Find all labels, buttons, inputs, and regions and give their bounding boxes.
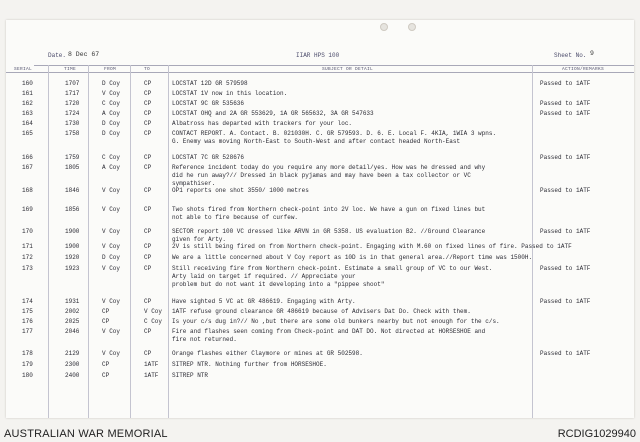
time-cell: 1758: [65, 130, 80, 137]
time-cell: 1707: [65, 80, 80, 87]
time-cell: 1720: [65, 100, 80, 107]
date-value: 8 Dec 67: [68, 51, 100, 58]
subject-cell: [172, 164, 634, 188]
subject-cell: [172, 361, 634, 369]
to-cell: CP: [144, 154, 152, 161]
subject-line: Is your c/s dug in?// No ,but there are some old bunkers nearby but not enough for the c/s.: [172, 318, 500, 325]
action-cell: Passed to 1ATF: [540, 350, 591, 357]
subject-line: LOCSTAT 12D GR 579598: [172, 80, 248, 87]
action-cell: Passed to 1ATF: [540, 80, 591, 87]
serial-cell: 162: [22, 100, 33, 107]
subject-cell: [172, 328, 634, 344]
subject-line: Orange flashes either Claymore or mines at GR 502598.: [172, 350, 363, 357]
time-cell: 1717: [65, 90, 80, 97]
action-cell: Passed to 1ATF: [540, 154, 591, 161]
subject-line: LOCSTAT 1V now in this location.: [172, 90, 288, 97]
time-cell: 2400: [65, 372, 80, 379]
from-cell: V Coy: [102, 350, 121, 357]
time-cell: 1920: [65, 254, 80, 261]
action-cell: Passed to 1ATF: [540, 298, 591, 305]
from-cell: CP: [102, 361, 110, 368]
time-cell: 1900: [65, 228, 80, 235]
action-cell: Passed to 1ATF: [540, 187, 591, 194]
from-cell: V Coy: [102, 228, 121, 235]
subject-line: We are a little concerned about V Coy report as 10D is in that general area.//Report time was 1500H.: [172, 254, 533, 261]
subject-cell: [172, 120, 634, 128]
sheet-label: Sheet No.: [554, 52, 587, 59]
serial-cell: 163: [22, 110, 33, 117]
subject-line: Arty laid on target if required. // Appreciate your: [172, 273, 356, 280]
subject-line: Albatross has departed with trackers for your loc.: [172, 120, 353, 127]
time-cell: 1846: [65, 187, 80, 194]
from-cell: V Coy: [102, 265, 121, 272]
date-label: Date.: [48, 52, 67, 59]
to-cell: CP: [144, 100, 152, 107]
subject-line: SITREP NTR. Nothing further from HORSESHOE.: [172, 361, 327, 368]
log-sheet: [6, 20, 634, 418]
subject-line: Two shots fired from Northern check-point into 2V loc. We have a gun on fixed lines but: [172, 206, 486, 213]
from-cell: V Coy: [102, 298, 121, 305]
action-cell: Passed to 1ATF: [540, 100, 591, 107]
punch-hole: [408, 23, 416, 31]
subject-line: problem but do not want it developing into a "pippee shoot": [172, 281, 385, 288]
from-cell: CP: [102, 308, 110, 315]
time-cell: 2129: [65, 350, 80, 357]
to-cell: CP: [144, 265, 152, 272]
from-cell: V Coy: [102, 206, 121, 213]
serial-cell: 160: [22, 80, 33, 87]
subject-line: G. Enemy was moving North-East to South-West and after contact headed North-East: [172, 138, 461, 145]
to-cell: 1ATF: [144, 361, 159, 368]
archive-reference: RCDIG1029940: [557, 428, 636, 440]
subject-line: OP1 reports one shot 3550/ 1000 metres: [172, 187, 309, 194]
to-cell: CP: [144, 298, 152, 305]
from-cell: V Coy: [102, 187, 121, 194]
from-cell: CP: [102, 372, 110, 379]
from-cell: A Coy: [102, 110, 121, 117]
subject-line: LOCSTAT 9C GR 535636: [172, 100, 245, 107]
action-cell: Passed to 1ATF: [540, 265, 591, 272]
subject-cell: [172, 308, 634, 316]
column-divider: [88, 65, 89, 418]
to-cell: CP: [144, 110, 152, 117]
time-cell: 1759: [65, 154, 80, 161]
col-serial-header: SERIAL: [14, 67, 33, 72]
to-cell: CP: [144, 254, 152, 261]
time-cell: 1923: [65, 265, 80, 272]
subject-cell: [172, 130, 634, 146]
serial-cell: 166: [22, 154, 33, 161]
serial-cell: 176: [22, 318, 33, 325]
from-cell: C Coy: [102, 100, 121, 107]
to-cell: CP: [144, 187, 152, 194]
from-cell: D Coy: [102, 120, 121, 127]
subject-line: sympathiser.: [172, 180, 216, 187]
subject-cell: [172, 254, 634, 262]
time-cell: 1856: [65, 206, 80, 213]
from-cell: V Coy: [102, 243, 121, 250]
from-cell: CP: [102, 318, 110, 325]
subject-cell: [172, 318, 634, 326]
from-cell: D Coy: [102, 80, 121, 87]
subject-line: Have sighted 5 VC at GR 486619. Engaging with Arty.: [172, 298, 356, 305]
to-cell: CP: [144, 90, 152, 97]
serial-cell: 169: [22, 206, 33, 213]
to-cell: CP: [144, 243, 152, 250]
from-cell: D Coy: [102, 130, 121, 137]
unit-code: IIAR HPS 100: [296, 52, 340, 59]
serial-cell: 170: [22, 228, 33, 235]
column-header-rule: [6, 72, 634, 73]
from-cell: V Coy: [102, 90, 121, 97]
serial-cell: 167: [22, 164, 33, 171]
from-cell: D Coy: [102, 254, 121, 261]
to-cell: V Coy: [144, 308, 163, 315]
time-cell: 1931: [65, 298, 80, 305]
punch-holes: [380, 23, 416, 31]
col-from-header: FROM: [104, 67, 117, 72]
to-cell: CP: [144, 328, 152, 335]
serial-cell: 161: [22, 90, 33, 97]
column-divider: [48, 65, 49, 418]
serial-cell: 177: [22, 328, 33, 335]
to-cell: CP: [144, 130, 152, 137]
subject-line: given for Arty.: [172, 236, 227, 243]
serial-cell: 165: [22, 130, 33, 137]
to-cell: CP: [144, 164, 152, 171]
time-cell: 2002: [65, 308, 80, 315]
to-cell: C Coy: [144, 318, 163, 325]
column-divider: [168, 65, 169, 418]
column-divider: [130, 65, 131, 418]
serial-cell: 171: [22, 243, 33, 250]
col-action-header: ACTION/REMARKS: [562, 67, 605, 72]
subject-line: Fire and flashes seen coming from Check-point and DAT DO. Not directed at HORSESHOE and: [172, 328, 486, 335]
serial-cell: 168: [22, 187, 33, 194]
col-subject-header: SUBJECT OR DETAIL: [322, 67, 374, 72]
action-cell: Passed to 1ATF: [540, 228, 591, 235]
from-cell: C Coy: [102, 154, 121, 161]
subject-line: CONTACT REPORT. A. Contact. B. 021030H. C. GR 579593. D. 6. E. Local F. 4KIA, 1WIA 3 wpns.: [172, 130, 497, 137]
serial-cell: 172: [22, 254, 33, 261]
header-rule: [34, 65, 634, 66]
subject-line: Still receiving fire from Northern check-point. Estimate a small group of VC to our West.: [172, 265, 493, 272]
subject-line: SITREP NTR: [172, 372, 209, 379]
subject-cell: [172, 90, 634, 98]
subject-line: not able to fire because of curfew.: [172, 214, 299, 221]
archive-credit: AUSTRALIAN WAR MEMORIAL: [4, 428, 168, 440]
subject-line: 2V is still being fired on from Northern check-point. Engaging with M.60 on fixed lines of fire. Passed to 1ATF: [172, 243, 572, 250]
action-cell: Passed to 1ATF: [540, 110, 591, 117]
subject-line: SECTOR report 100 VC dressed like ARVN in GR 5358. US evaluation B2. //Ground Clearance: [172, 228, 486, 235]
sheet-value: 9: [590, 50, 594, 57]
serial-cell: 180: [22, 372, 33, 379]
subject-line: fire not returned.: [172, 336, 237, 343]
subject-line: did he run away?// Dressed in black pyjamas and may have been a tax collector or VC: [172, 172, 471, 179]
time-cell: 1730: [65, 120, 80, 127]
time-cell: 1805: [65, 164, 80, 171]
serial-cell: 175: [22, 308, 33, 315]
serial-cell: 164: [22, 120, 33, 127]
time-cell: 1900: [65, 243, 80, 250]
to-cell: 1ATF: [144, 372, 159, 379]
to-cell: CP: [144, 120, 152, 127]
subject-line: LOCSTAT 7C GR 528676: [172, 154, 245, 161]
to-cell: CP: [144, 228, 152, 235]
punch-hole: [380, 23, 388, 31]
to-cell: CP: [144, 350, 152, 357]
subject-line: Reference incident today do you require any more detail/yes. How was he dressed and why: [172, 164, 486, 171]
to-cell: CP: [144, 206, 152, 213]
serial-cell: 173: [22, 265, 33, 272]
subject-cell: [172, 243, 634, 251]
time-cell: 2046: [65, 328, 80, 335]
from-cell: A Coy: [102, 164, 121, 171]
subject-cell: [172, 372, 634, 380]
time-cell: 1724: [65, 110, 80, 117]
to-cell: CP: [144, 80, 152, 87]
from-cell: V Coy: [102, 328, 121, 335]
subject-line: 1ATF refuse ground clearance GR 486619 because of Advisers Dat Do. Check with them.: [172, 308, 471, 315]
col-to-header: TO: [144, 67, 151, 72]
time-cell: 2025: [65, 318, 80, 325]
serial-cell: 174: [22, 298, 33, 305]
serial-cell: 179: [22, 361, 33, 368]
subject-cell: [172, 206, 634, 222]
time-cell: 2300: [65, 361, 80, 368]
subject-line: LOCSTAT OHQ and 2A GR 553629, 1A GR 565632, 3A GR 547633: [172, 110, 374, 117]
serial-cell: 178: [22, 350, 33, 357]
col-time-header: TIME: [64, 67, 77, 72]
